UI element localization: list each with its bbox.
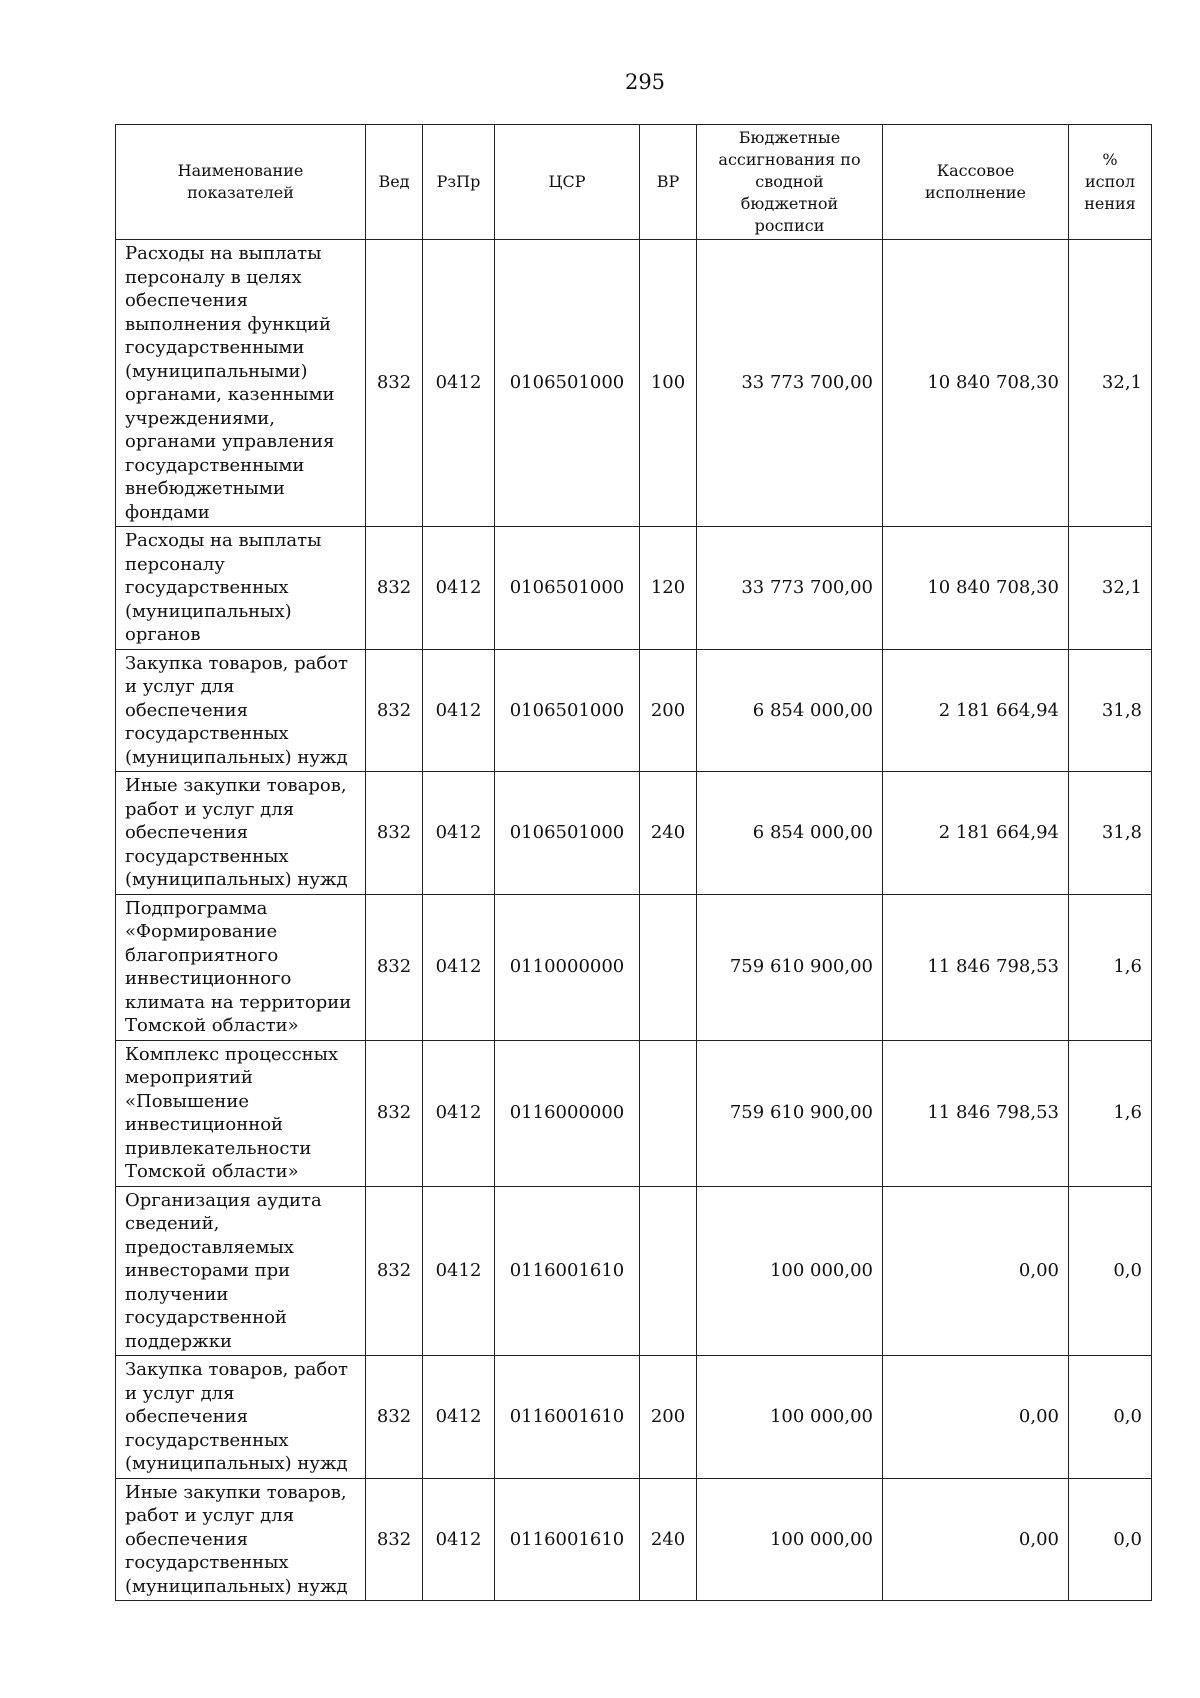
table-row <box>116 1478 1152 1601</box>
cell-assigned: 100 000,00 <box>697 1478 883 1601</box>
cell-assigned: 33 773 700,00 <box>697 527 883 650</box>
cell-executed: 11 846 798,53 <box>883 894 1069 1040</box>
budget-table <box>115 124 1152 1601</box>
cell-csr: 0116001610 <box>495 1356 640 1479</box>
cell-rzpr: 0412 <box>423 527 495 650</box>
table-row <box>116 1186 1152 1356</box>
cell-ved: 832 <box>366 527 423 650</box>
cell-ved: 832 <box>366 649 423 772</box>
cell-ved: 832 <box>366 1478 423 1601</box>
cell-rzpr: 0412 <box>423 1356 495 1479</box>
cell-ved: 832 <box>366 772 423 895</box>
cell-executed: 10 840 708,30 <box>883 240 1069 527</box>
cell-csr: 0110000000 <box>495 894 640 1040</box>
cell-name: Расходы на выплаты персоналу государственных (муниципальных) органов <box>116 527 366 650</box>
cell-percent: 31,8 <box>1069 772 1152 895</box>
cell-csr: 0116001610 <box>495 1186 640 1356</box>
page-number: 295 <box>624 70 666 94</box>
table-row <box>116 1356 1152 1479</box>
column-header-executed: Кассовое исполнение <box>883 125 1069 240</box>
cell-csr: 0106501000 <box>495 649 640 772</box>
cell-csr: 0106501000 <box>495 527 640 650</box>
cell-percent: 32,1 <box>1069 240 1152 527</box>
cell-csr: 0116001610 <box>495 1478 640 1601</box>
cell-rzpr: 0412 <box>423 1478 495 1601</box>
cell-name: Организация аудита сведений, предоставляемых инвесторами при получении государственной поддержки <box>116 1186 366 1356</box>
cell-rzpr: 0412 <box>423 772 495 895</box>
cell-vr: 240 <box>640 1478 697 1601</box>
cell-name: Расходы на выплаты персоналу в целях обеспечения выполнения функций государственными (муниципальными) органами, казенными учреждениями, органами управления государственными внебюджетными фондами <box>116 240 366 527</box>
cell-ved: 832 <box>366 894 423 1040</box>
column-header-vr: ВР <box>640 125 697 240</box>
cell-executed: 0,00 <box>883 1356 1069 1479</box>
cell-vr: 200 <box>640 649 697 772</box>
cell-vr: 120 <box>640 527 697 650</box>
table-row <box>116 1040 1152 1186</box>
column-header-assigned: Бюджетные ассигнования по сводной бюджетной росписи <box>697 125 883 240</box>
cell-vr <box>640 1040 697 1186</box>
cell-executed: 10 840 708,30 <box>883 527 1069 650</box>
cell-executed: 11 846 798,53 <box>883 1040 1069 1186</box>
cell-rzpr: 0412 <box>423 240 495 527</box>
cell-rzpr: 0412 <box>423 1186 495 1356</box>
cell-assigned: 759 610 900,00 <box>697 1040 883 1186</box>
cell-assigned: 33 773 700,00 <box>697 240 883 527</box>
table-row <box>116 894 1152 1040</box>
cell-executed: 2 181 664,94 <box>883 649 1069 772</box>
cell-name: Комплекс процессных мероприятий «Повышение инвестиционной привлекательности Томской области» <box>116 1040 366 1186</box>
table-row <box>116 240 1152 527</box>
cell-percent: 1,6 <box>1069 1040 1152 1186</box>
column-header-name: Наименование показателей <box>116 125 366 240</box>
cell-percent: 1,6 <box>1069 894 1152 1040</box>
cell-assigned: 6 854 000,00 <box>697 649 883 772</box>
cell-percent: 0,0 <box>1069 1478 1152 1601</box>
cell-csr: 0116000000 <box>495 1040 640 1186</box>
cell-ved: 832 <box>366 240 423 527</box>
cell-name: Иные закупки товаров, работ и услуг для обеспечения государственных (муниципальных) нужд <box>116 772 366 895</box>
column-header-csr: ЦСР <box>495 125 640 240</box>
cell-ved: 832 <box>366 1356 423 1479</box>
cell-ved: 832 <box>366 1186 423 1356</box>
table-row <box>116 772 1152 895</box>
table-row <box>116 527 1152 650</box>
cell-name: Иные закупки товаров, работ и услуг для обеспечения государственных (муниципальных) нужд <box>116 1478 366 1601</box>
table-header-row <box>116 125 1152 240</box>
cell-vr: 100 <box>640 240 697 527</box>
cell-percent: 0,0 <box>1069 1186 1152 1356</box>
cell-rzpr: 0412 <box>423 649 495 772</box>
cell-assigned: 100 000,00 <box>697 1356 883 1479</box>
column-header-percent: % испол нения <box>1069 125 1152 240</box>
cell-vr: 200 <box>640 1356 697 1479</box>
cell-vr <box>640 894 697 1040</box>
cell-vr: 240 <box>640 772 697 895</box>
cell-rzpr: 0412 <box>423 894 495 1040</box>
cell-name: Подпрограмма «Формирование благоприятного инвестиционного климата на территории Томской области» <box>116 894 366 1040</box>
cell-vr <box>640 1186 697 1356</box>
cell-assigned: 100 000,00 <box>697 1186 883 1356</box>
column-header-ved: Вед <box>366 125 423 240</box>
cell-name: Закупка товаров, работ и услуг для обеспечения государственных (муниципальных) нужд <box>116 1356 366 1479</box>
cell-executed: 0,00 <box>883 1186 1069 1356</box>
cell-assigned: 6 854 000,00 <box>697 772 883 895</box>
column-header-rzpr: РзПр <box>423 125 495 240</box>
cell-rzpr: 0412 <box>423 1040 495 1186</box>
cell-csr: 0106501000 <box>495 240 640 527</box>
cell-csr: 0106501000 <box>495 772 640 895</box>
cell-percent: 0,0 <box>1069 1356 1152 1479</box>
cell-executed: 0,00 <box>883 1478 1069 1601</box>
cell-ved: 832 <box>366 1040 423 1186</box>
cell-percent: 32,1 <box>1069 527 1152 650</box>
cell-name: Закупка товаров, работ и услуг для обеспечения государственных (муниципальных) нужд <box>116 649 366 772</box>
cell-executed: 2 181 664,94 <box>883 772 1069 895</box>
cell-percent: 31,8 <box>1069 649 1152 772</box>
cell-assigned: 759 610 900,00 <box>697 894 883 1040</box>
table-row <box>116 649 1152 772</box>
